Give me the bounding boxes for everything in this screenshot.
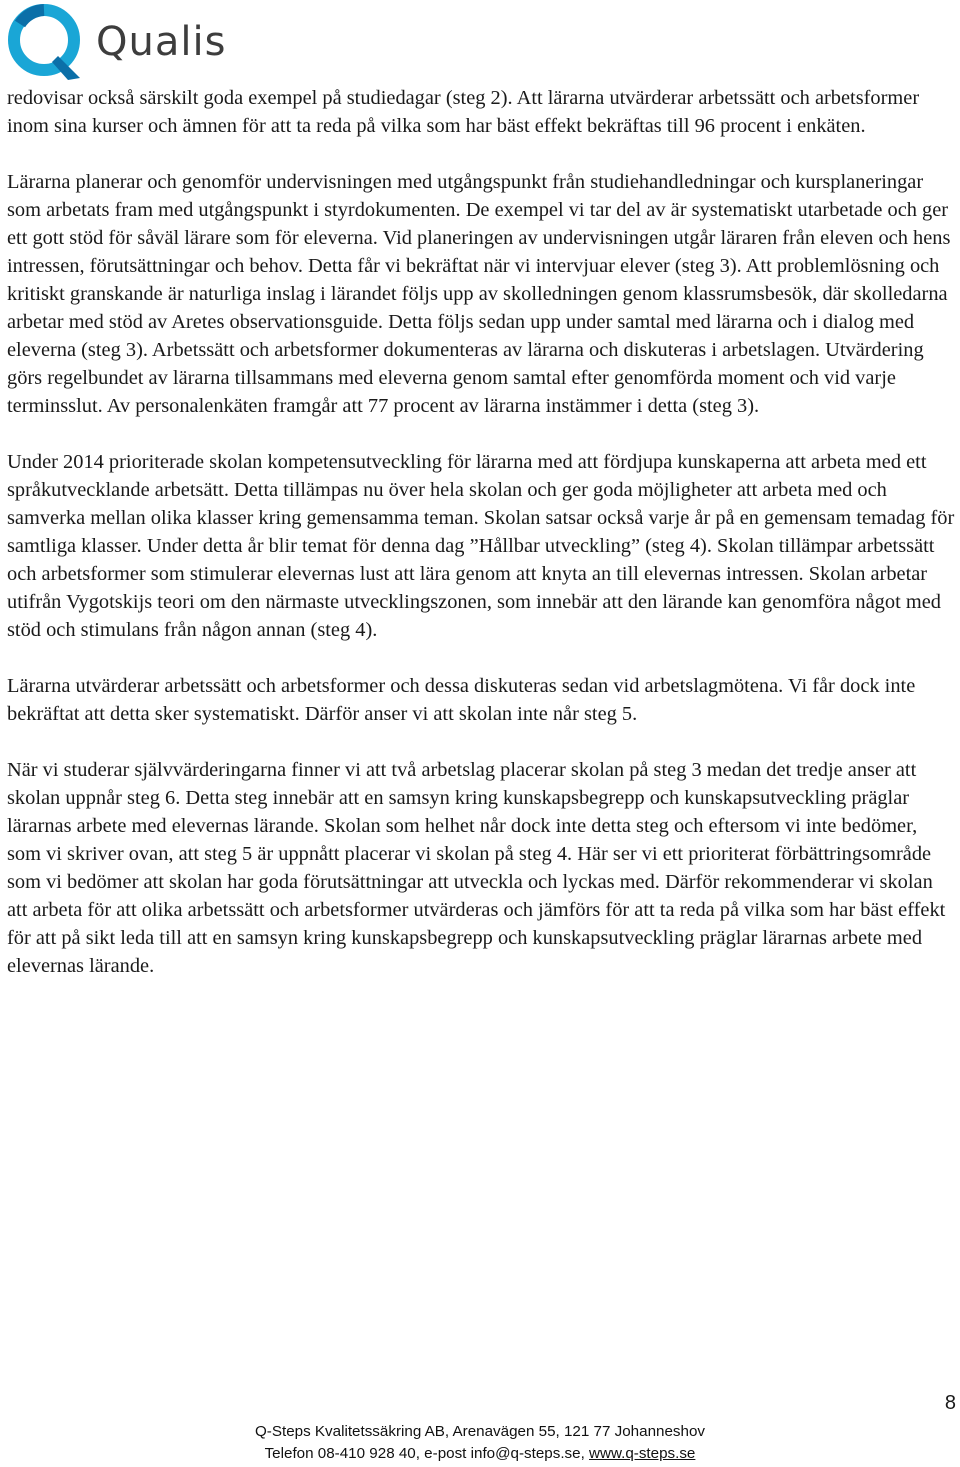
paragraph: Under 2014 prioriterade skolan kompetensutveckling för lärarna med att fördjupa kunskaperna att arbeta med ett språkutvecklande arbetsätt. Detta tillämpas nu över hela skolan och ger goda möjligheter att arbeta med och samverka mellan olika klasser kring gemensamma teman. Skolan satsar också varje år på en gemensam temadag för samtliga klasser. Under detta år blir temat för denna dag ”Hållbar utveckling” (steg 4). Skolan tillämpar arbetssätt och arbetsformer som stimulerar elevernas lust att lära genom att knyta an till elevernas intressen. Skolan arbetar utifrån Vygotskijs teori om den närmaste utvecklingszonen, som innebär att den lärande kan genomföra något med stöd och stimulans från någon annan (steg 4). <box>7 451 955 641</box>
paragraph: redovisar också särskilt goda exempel på studiedagar (steg 2). Att lärarna utvärderar arbetssätt och arbetsformer inom sina kurser och ämnen för att ta reda på vilka som har bäst effekt bekräftas till 96 procent i enkäten. <box>7 87 920 137</box>
paragraph: Lärarna utvärderar arbetssätt och arbetsformer och dessa diskuteras sedan vid arbetslagmötena. Vi får dock inte bekräftat att detta sker systematiskt. Därför anser vi att skolan inte når steg 5. <box>7 675 916 725</box>
document-body <box>7 84 955 1008</box>
logo-wordmark: Qualis <box>96 19 227 65</box>
page-number: 8 <box>944 1392 956 1414</box>
paragraph: Lärarna planerar och genomför undervisningen med utgångspunkt från studiehandledningar och kursplaneringar som arbetats fram med utgångspunkt i styrdokumenten. De exempel vi tar del av är systematiskt utarbetade och ger ett gott stöd för såväl lärare som för eleverna. Vid planeringen av undervisningen utgår läraren från eleven och hens intressen, förutsättningar och behov. Detta får vi bekräftat när vi intervjuar elever (steg 3). Att problemlösning och kritiskt granskande är naturliga inslag i lärandet följs upp av skolledningen genom klassrumsbesök, där skolledarna arbetar med stöd av Aretes observationsguide. Detta följs sedan upp under samtal med lärarna och i dialog med eleverna (steg 3). Arbetssätt och arbetsformer dokumenteras av lärarna och diskuteras i arbetslagen. Utvärdering görs regelbundet av lärarna tillsammans med eleverna genom samtal efter genomförda moment och vid varje terminsslut. Av personalenkäten framgår att 77 procent av lärarna instämmer i detta (steg 3). <box>7 171 951 417</box>
qualis-logo <box>6 4 236 82</box>
paragraph: När vi studerar självvärderingarna finner vi att två arbetslag placerar skolan på steg 3 medan det tredje anser att skolan uppnår steg 6. Detta steg innebär att en samsyn kring kunskapsbegrepp och kunskapsutveckling präglar lärarnas arbete med elevernas lärande. Skolan som helhet når dock inte detta steg och eftersom vi inte bedömer, som vi skriver ovan, att steg 5 är uppnått placerar vi skolan på steg 4. Här ser vi ett prioriterat förbättringsområde som vi bedömer att skolan har goda förutsättningar att utveckla och lyckas med. Därför rekommenderar vi skolan att arbeta för att olika arbetssätt och arbetsformer utvärderas och jämförs för att ta reda på vilka som har bäst effekt för att på sikt leda till att en samsyn kring kunskapsbegrepp och kunskapsutveckling präglar lärarnas arbete med elevernas lärande. <box>7 759 946 977</box>
footer-address: Q-Steps Kvalitetssäkring AB, Arenavägen 55, 121 77 Johanneshov <box>254 1423 705 1440</box>
footer-website-link[interactable]: www.q-steps.se <box>589 1445 696 1462</box>
page-footer <box>0 1421 960 1465</box>
qualis-q-icon <box>6 4 88 82</box>
footer-phone-email: Telefon 08-410 928 40, e-post info@q-steps.se, <box>264 1445 590 1462</box>
footer-contact <box>0 1443 960 1465</box>
